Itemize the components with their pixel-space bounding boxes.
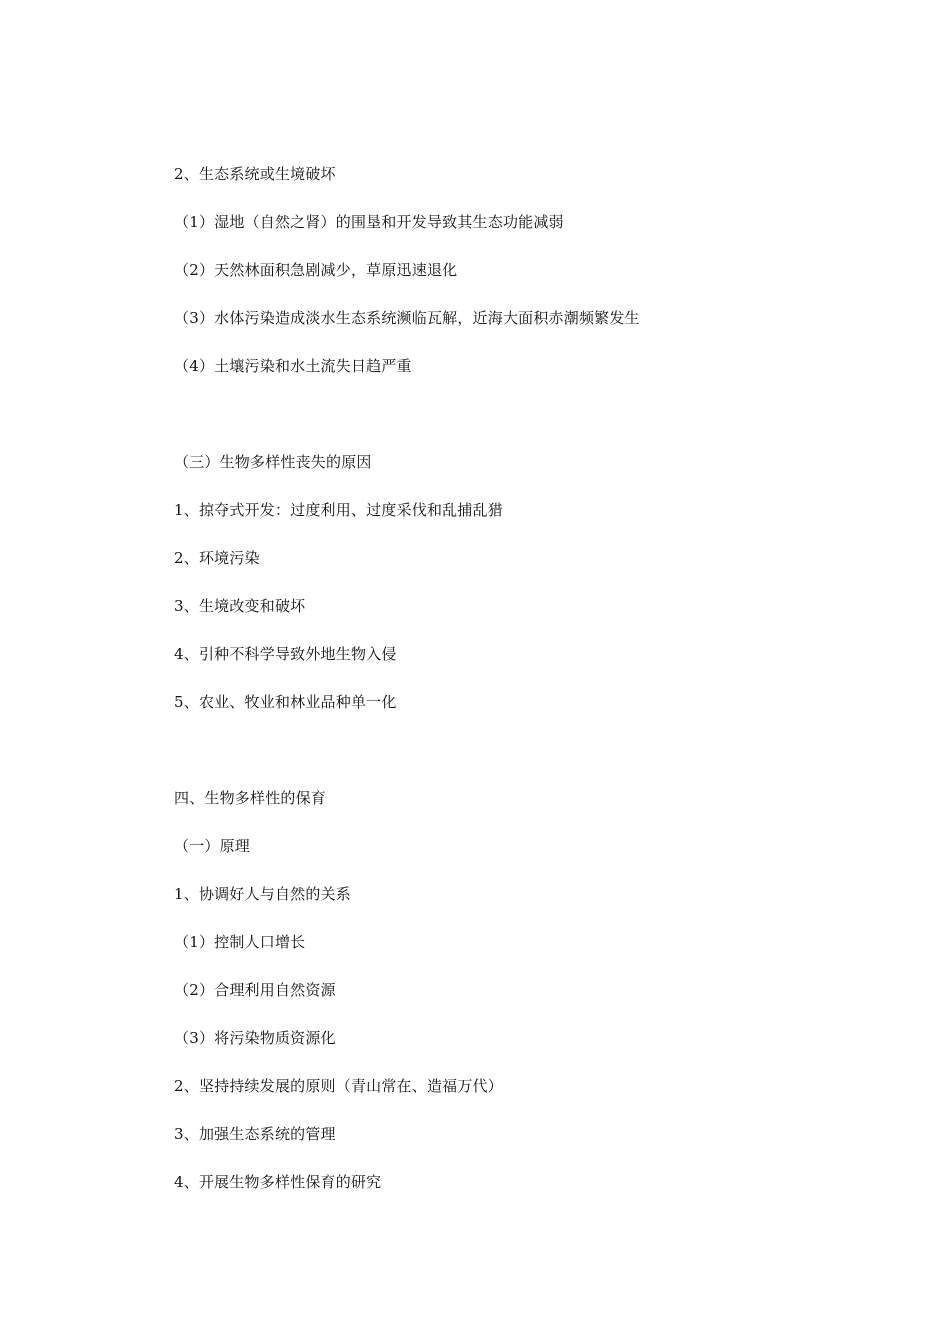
section-heading: 四、生物多样性的保育 [174, 789, 327, 807]
text-line: （1）控制人口增长 [174, 933, 306, 951]
text-line: 3、生境改变和破坏 [174, 597, 306, 615]
text-line: （3）水体污染造成淡水生态系统濒临瓦解，近海大面积赤潮频繁发生 [174, 309, 640, 327]
text-line: （2）合理利用自然资源 [174, 981, 336, 999]
section-heading: （三）生物多样性丧失的原因 [174, 453, 372, 471]
text-line: 1、协调好人与自然的关系 [174, 885, 351, 903]
text-line: 2、坚持持续发展的原则（青山常在、造福万代） [174, 1077, 503, 1095]
text-line: 2、生态系统或生境破坏 [174, 165, 336, 183]
text-line: 1、掠夺式开发：过度利用、过度采伐和乱捕乱猎 [174, 501, 503, 519]
text-line: 5、农业、牧业和林业品种单一化 [174, 693, 397, 711]
text-line: （2）天然林面积急剧减少，草原迅速退化 [174, 261, 458, 279]
text-line: （4）土壤污染和水土流失日趋严重 [174, 357, 412, 375]
text-line: （1）湿地（自然之肾）的围垦和开发导致其生态功能减弱 [174, 213, 564, 231]
text-line: 3、加强生态系统的管理 [174, 1125, 336, 1143]
text-line: （3）将污染物质资源化 [174, 1029, 336, 1047]
text-line: 2、环境污染 [174, 549, 260, 567]
text-line: 4、开展生物多样性保育的研究 [174, 1173, 382, 1191]
text-line: 4、引种不科学导致外地生物入侵 [174, 645, 397, 663]
subsection-heading: （一）原理 [174, 837, 251, 855]
